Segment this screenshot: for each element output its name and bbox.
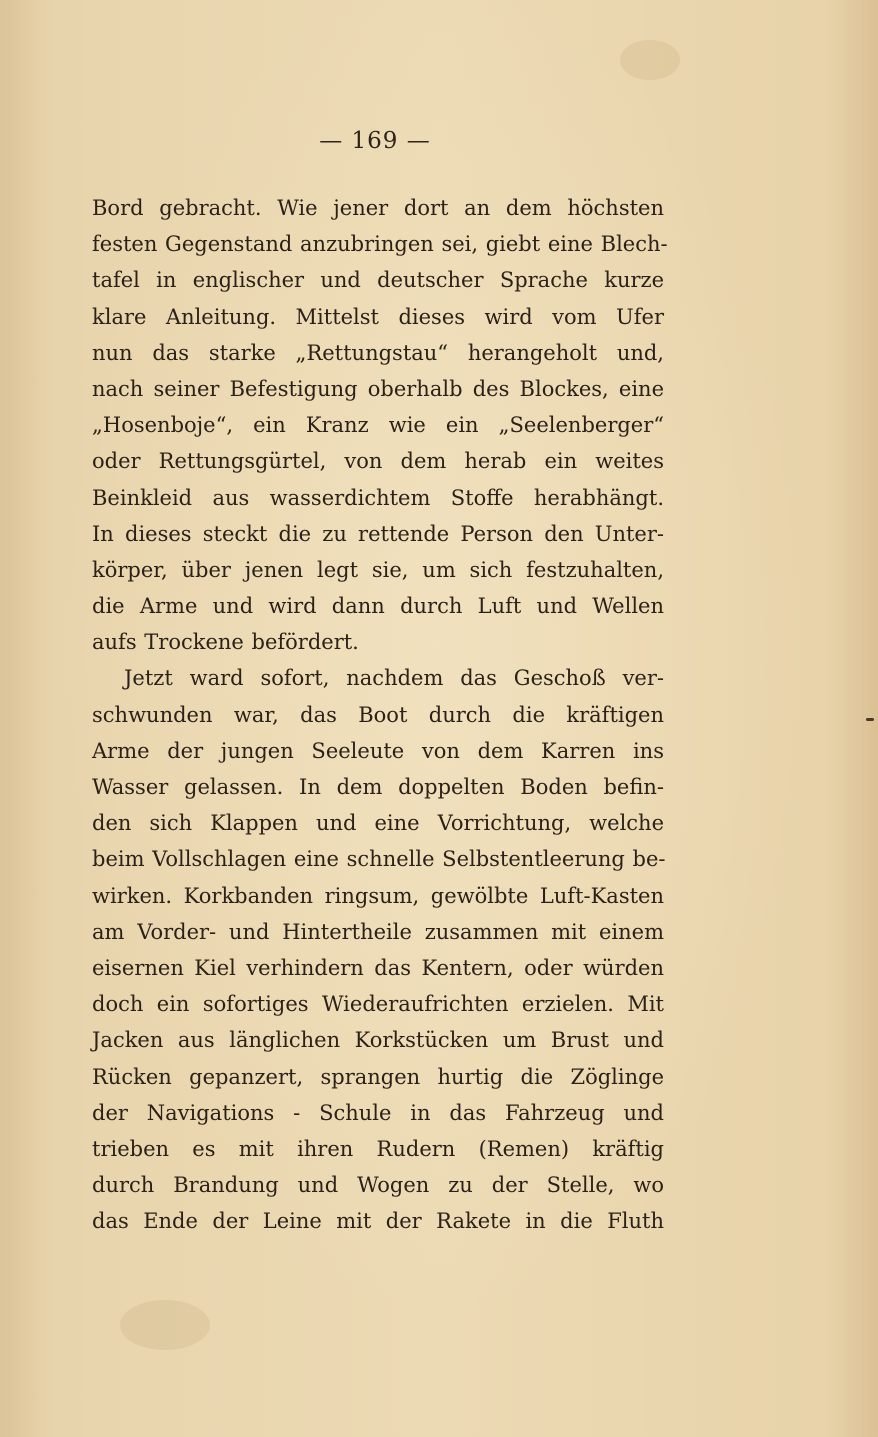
text-line: trieben es mit ihren Rudern (Remen) kräftig [92, 1136, 664, 1161]
text-line: Beinkleid aus wasserdichtem Stoffe herabhängt. [92, 485, 664, 510]
text-line: den sich Klappen und eine Vorrichtung, welche [92, 811, 664, 836]
text-line: In dieses steckt die zu rettende Person den Unter- [92, 521, 664, 546]
text-line: Bord gebracht. Wie jener dort an dem höchsten [92, 196, 664, 220]
body-text [92, 190, 668, 1239]
text-line: tafel in englischer und deutscher Sprache kurze [92, 268, 664, 293]
text-line: nach seiner Befestigung oberhalb des Blockes, eine [92, 376, 664, 401]
text-line: oder Rettungsgürtel, von dem herab ein weites [92, 449, 664, 474]
text-line: wirken. Korkbanden ringsum, gewölbte Luft-Kasten [92, 883, 664, 908]
text-line: körper, über jenen legt sie, um sich festzuhalten, [92, 557, 664, 582]
text-line: schwunden war, das Boot durch die kräftigen [92, 702, 664, 727]
text-line: Wasser gelassen. In dem doppelten Boden befin- [92, 775, 664, 799]
text-line: die Arme und wird dann durch Luft und Wellen [92, 594, 664, 619]
text-line: festen Gegenstand anzubringen sei, giebt eine Blech- [92, 232, 668, 257]
text-line: Rücken gepanzert, sprangen hurtig die Zöglinge [92, 1064, 664, 1089]
text-line: Jetzt ward sofort, nachdem das Geschoß ver- [124, 666, 664, 691]
paper-stain [620, 40, 680, 80]
text-line: eisernen Kiel verhindern das Kentern, oder würden [92, 955, 664, 980]
text-line: nun das starke „Rettungstau“ herangeholt und, [92, 340, 664, 365]
text-line: klare Anleitung. Mittelst dieses wird vom Ufer [92, 304, 664, 329]
text-line: beim Vollschlagen eine schnelle Selbstentleerung be- [92, 847, 666, 872]
text-line: durch Brandung und Wogen zu der Stelle, wo [92, 1173, 664, 1198]
paper-stain [120, 1300, 210, 1350]
text-line: am Vorder- und Hintertheile zusammen mit einem [92, 919, 664, 944]
text-line: Jacken aus länglichen Korkstücken um Brust und [92, 1028, 664, 1053]
page-number: — 169 — [319, 128, 431, 154]
text-line: der Navigations - Schule in das Fahrzeug und [92, 1100, 664, 1125]
margin-mark [866, 718, 874, 721]
text-line: doch ein sofortiges Wiederaufrichten erzielen. Mit [92, 992, 664, 1017]
text-line: „Hosenboje“, ein Kranz wie ein „Seelenberger“ [92, 413, 664, 438]
text-line: aufs Trockene befördert. [92, 630, 359, 655]
text-line: Arme der jungen Seeleute von dem Karren ins [92, 738, 664, 763]
text-line: das Ende der Leine mit der Rakete in die Fluth [92, 1209, 664, 1234]
